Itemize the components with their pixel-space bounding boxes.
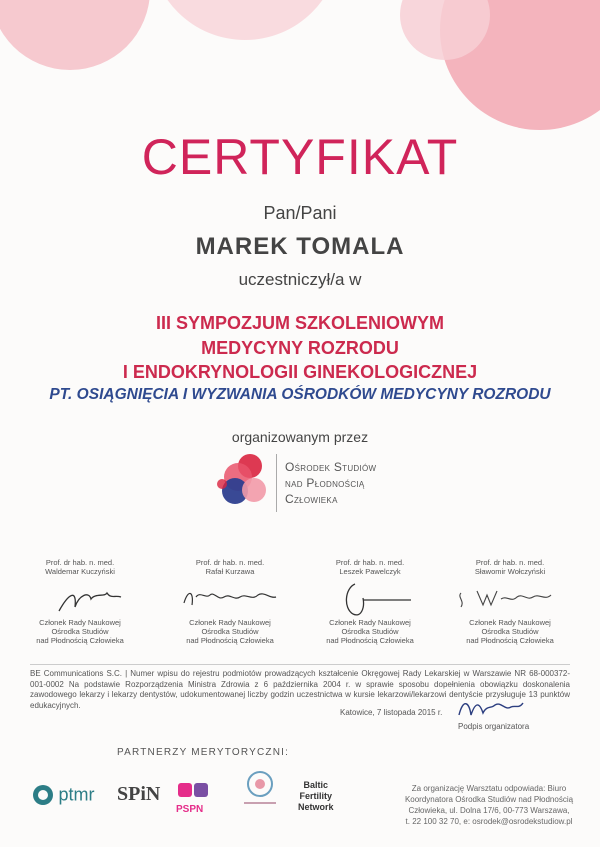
place-date: Katowice, 7 listopada 2015 r. [340,708,443,717]
organized-by-text: organizowanym przez [231,429,369,445]
partner-pspn-name: PSPN [176,804,204,815]
organizer-contact-line: Człowieka, ul. Dolna 17/6, 00-773 Warszawa, [408,806,570,815]
partner-baltic-line: Fertility [299,791,333,801]
signatory-degree: Prof. dr hab. n. med. [335,558,405,567]
decorative-bubble-left [0,0,150,70]
signatory-degree: Prof. dr hab. n. med. [195,558,265,567]
organizer-signature-label: Podpis organizatora [458,722,530,731]
signatory-name: Rafał Kurzawa [205,567,255,576]
signatory-role: Członek Rady Naukowej [189,618,271,627]
signature-scribble-3 [335,578,415,622]
footer-divider [30,664,570,665]
recipient-name: MAREK TOMALA [195,233,405,260]
partner-emblem-logo [238,768,282,813]
partner-emblem-icon [238,768,282,808]
signatory-role: Członek Rady Naukowej [39,618,121,627]
organizer-logo-line-1: Ośrodek Studiów [285,460,377,474]
logo-divider [276,454,277,512]
signatory-role: nad Płodnością Człowieka [186,636,274,645]
event-title-line-3: I ENDOKRYNOLOGII GINEKOLOGICZNEJ [122,362,478,382]
signature-scribble-2 [180,585,280,613]
signature-scribble-4 [455,585,555,611]
organizer-contact [400,783,578,827]
signatory-role: Ośrodka Studiów [341,627,399,636]
signatory-role: nad Płodnością Człowieka [326,636,414,645]
signatory-name: Sławomir Wołczyński [474,567,546,576]
pspn-puzzle-icon [176,779,212,801]
participation-text: uczestniczył/a w [238,270,362,289]
signatory-role: nad Płodnością Człowieka [36,636,124,645]
organizer-logo-circles-icon [208,448,278,518]
decorative-bubble-top [150,0,340,40]
signatory-degree: Prof. dr hab. n. med. [45,558,115,567]
signatory-name: Leszek Pawelczyk [339,567,401,576]
ptmr-icon [32,784,54,806]
certificate-title: CERTYFIKAT [141,129,459,185]
signatory-role: Członek Rady Naukowej [469,618,551,627]
organizer-signature-scribble [455,695,525,721]
signatory-degree: Prof. dr hab. n. med. [475,558,545,567]
partner-ptmr-logo [32,784,94,806]
partner-ptmr-name: ptmr [58,784,95,805]
event-subtitle: PT. OSIĄGNIĘCIA I WYZWANIA OŚRODKÓW MEDYCYNY ROZRODU [49,386,551,403]
partner-spin-name: SPiN [117,783,161,805]
partner-baltic-line: Network [298,802,334,812]
signatory-role: Ośrodka Studiów [51,627,109,636]
event-title-line-2: MEDYCYNY ROZRODU [201,338,399,358]
organizer-logo-line-3: Człowieka [285,492,338,506]
partner-baltic-logo [298,780,334,813]
legal-text: BE Communications S.C. | Numer wpisu do rejestru podmiotów prowadzących kształcenie Okręgowej Rady Lekarskiej w Warszawie NR 68-000372-001-0002 Na podstawie Rozporządzenia Ministra Zdrowia z 6 października 2004 r. w sprawie sposobu dopełnienia obowiązku doskonalenia zawodowego lekarzy i lekarzy dentystów, udokumentowanej liczby godzin uczestnictwa w kursie lekarzowi/lekarzowi dentyście przysługuje 13 punktów edukacyjnych. [30,669,570,710]
organizer-contact-line: Za organizację Warsztatu odpowiada: Biuro [411,784,567,793]
signatory-role: Ośrodka Studiów [481,627,539,636]
organizer-contact-line: t. 22 100 32 70, e: osrodek@osrodekstudiow.pl [405,817,573,826]
signatory-role: nad Płodnością Człowieka [466,636,554,645]
partner-pspn-logo [176,779,212,815]
organizer-contact-line: Koordynatora Ośrodka Studiów nad Płodnością [404,795,574,804]
signature-scribble-1 [55,585,125,617]
signatory-name: Waldemar Kuczyński [45,567,115,576]
salutation: Pan/Pani [263,203,337,223]
signatory-role: Członek Rady Naukowej [329,618,411,627]
partner-baltic-line: Baltic [303,780,329,790]
signatory-role: Ośrodka Studiów [201,627,259,636]
partners-label: PARTNERZY MERYTORYCZNI: [117,747,290,758]
organizer-logo-line-2: nad Płodnością [285,476,365,490]
event-title-line-1: III SYMPOZJUM SZKOLENIOWYM [155,313,444,333]
